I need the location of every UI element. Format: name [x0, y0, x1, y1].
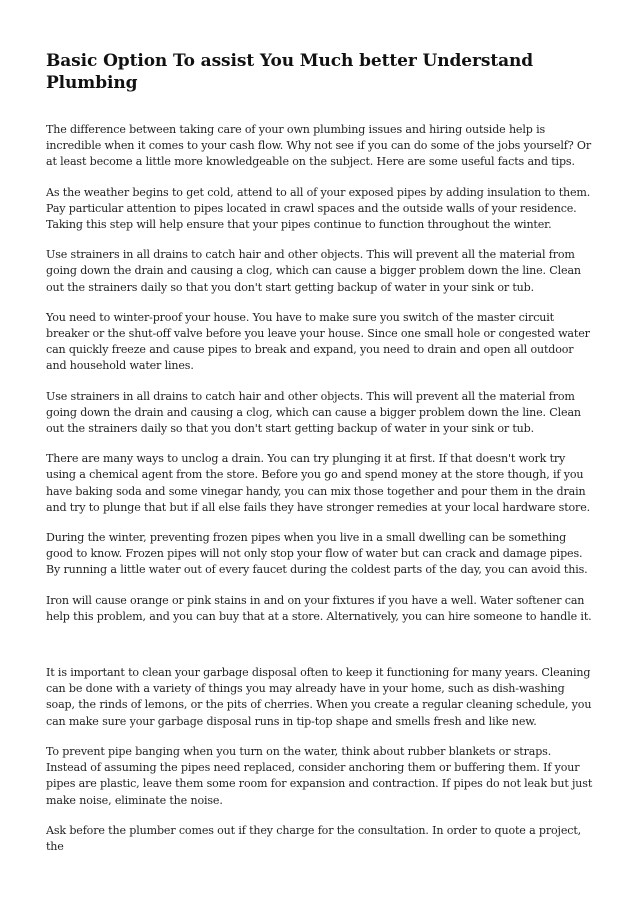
- paragraph-iron-stains: Iron will cause orange or pink stains in and on your fixtures if you have a well. Water softener can help this problem, and you can buy that at a store. Alternatively, you can hire someone to handle it.: [46, 593, 592, 623]
- paragraph-frozen-pipes: During the winter, preventing frozen pipes when you live in a small dwelling can be something good to know. Frozen pipes will not only stop your flow of water but can crack and damage pipes. By running a little water out of every faucet during the coldest parts of the day, you can avoid this.: [46, 531, 588, 577]
- paragraph-strainers-repeat: Use strainers in all drains to catch hair and other objects. This will prevent all the material from going down the drain and causing a clog, which can cause a bigger problem down the line. Clean out the strainers daily so that you don't start getting backup of water in your sink or tub.: [46, 389, 581, 436]
- paragraph-pipe-banging: To prevent pipe banging when you turn on the water, think about rubber blankets or straps. Instead of assuming the pipes need replaced, consider anchoring them or buffering them. If your pipes are plastic, leave them some room for expansion and contraction. If pipes do not leak but just make noise, eliminate the noise.: [46, 744, 593, 807]
- paragraph-unclog-drain: There are many ways to unclog a drain. You can try plunging it at first. If that doesn't work try using a chemical agent from the store. Before you go and spend money at the store though, if you have baking soda and some vinegar handy, you can mix those together and pour them in the drain and try to plunge that but if all else fails they have stronger remedies at your local hardware store.: [46, 452, 591, 514]
- document-title: Basic Option To assist You Much better Understand Plumbing: [46, 51, 534, 93]
- paragraph-strainers: Use strainers in all drains to catch hair and other objects. This will prevent all the material from going down the drain and causing a clog, which can cause a bigger problem down the line. Clean out the strainers daily so that you don't start getting backup of water in your sink or tub.: [46, 248, 581, 294]
- paragraph-winter-proof: You need to winter-proof your house. You have to make sure you switch of the master circuit breaker or the shut-off valve before you leave your house. Since one small hole or congested water can quickly freeze and cause pipes to break and expand, you need to drain and open all outdoor and household water lines.: [46, 310, 590, 373]
- paragraph-plumber-consultation: Ask before the plumber comes out if they charge for the consultation. In order to quote a project, the: [46, 823, 582, 853]
- section-gap: [46, 639, 594, 665]
- document-page: [46, 50, 594, 869]
- paragraph-garbage-disposal: It is important to clean your garbage disposal often to keep it functioning for many years. Cleaning can be done with a variety of things you may already have in your home, such as dish-washing soap, the rinds of lemons, or the pits of cherries. When you create a regular cleaning schedule, you can make sure your garbage disposal runs in tip-top shape and smells fresh and like new.: [46, 666, 592, 728]
- paragraph-intro: The difference between taking care of your own plumbing issues and hiring outside help is incredible when it comes to your cash flow. Why not see if you can do some of the jobs yourself? Or at least become a little more knowledgeable on the subject. Here are some useful facts and tips.: [46, 123, 591, 169]
- paragraph-insulation: As the weather begins to get cold, attend to all of your exposed pipes by adding insulation to them. Pay particular attention to pipes located in crawl spaces and the outside walls of your residence. Taking this step will help ensure that your pipes continue to function throughout the winter.: [46, 185, 591, 232]
